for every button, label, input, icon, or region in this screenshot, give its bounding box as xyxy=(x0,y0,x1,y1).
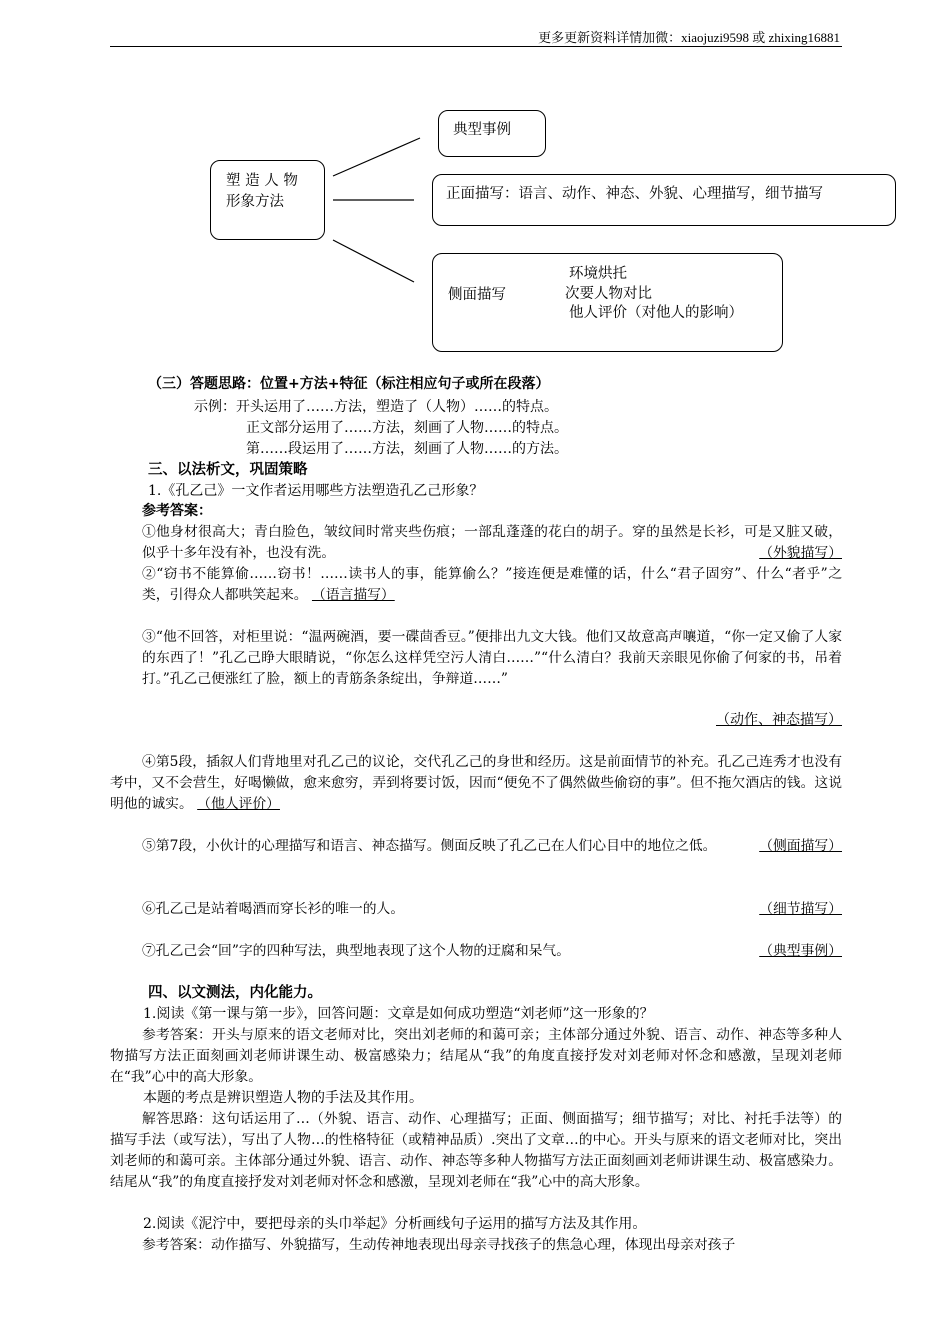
answer-6-text: ⑥孔乙己是站着喝酒而穿长衫的唯一的人。 xyxy=(142,901,405,917)
answer-2 xyxy=(142,564,842,606)
part-4-answer-2 xyxy=(110,1235,842,1256)
answer-7-text: ⑦孔乙己会“回”字的四种写法，典型地表现了这个人物的迂腐和呆气。 xyxy=(142,943,571,959)
section-3-example-1: 示例：开头运用了……方法，塑造了（人物）……的特点。 xyxy=(194,399,558,415)
indirect-item-2: 次要人物对比 xyxy=(565,286,652,302)
answer-6-tag: （细节描写） xyxy=(759,901,842,917)
center-label-line1: 塑 造 人 物 xyxy=(226,173,298,189)
section-3-heading: （三）答题思路：位置+方法+特征（标注相应句子或所在段落） xyxy=(148,376,550,392)
indirect-item-1: 环境烘托 xyxy=(569,266,627,282)
answer-2-text: ②“窃书不能算偷……窃书！……读书人的事，能算偷么？”接连便是难懂的话，什么“君子固穷”、什么“者乎”之类，引得众人都哄笑起来。 xyxy=(142,566,842,603)
part-4-answer-1 xyxy=(110,1025,842,1088)
answer-3 xyxy=(142,627,842,690)
answer-5-tag: （侧面描写） xyxy=(759,838,842,854)
part-3-heading: 三、以法析文，巩固策略 xyxy=(148,462,308,478)
indirect-item-3: 他人评价（对他人的影响） xyxy=(569,305,743,321)
answer-2-tag: （语言描写） xyxy=(311,587,395,603)
direct-description-label: 正面描写：语言、动作、神态、外貌、心理描写，细节描写 xyxy=(446,186,823,202)
answer-3-tag: （动作、神态描写） xyxy=(716,712,842,728)
indirect-description-label: 侧面描写 xyxy=(448,287,506,303)
answer-1-tag: （外貌描写） xyxy=(759,545,842,561)
connector-line-1 xyxy=(333,138,420,176)
typical-example-label: 典型事例 xyxy=(453,122,511,138)
part-4-question-1: 1.阅读《第一课与第一步》，回答问题：文章是如何成功塑造“刘老师”这一形象的？ xyxy=(143,1006,654,1022)
part-4-answer-2-text: 参考答案：动作描写、外貌描写，生动传神地表现出母亲寻找孩子的焦急心理，体现出母亲对孩子 xyxy=(142,1237,736,1253)
part-4-approach-text: 解答思路：这句话运用了…（外貌、语言、动作、心理描写；正面、侧面描写；细节描写；对比、衬托手法等）的描写手法（或写法），写出了人物…的性格特征（或精神品质）.突出了文章…的中心。开头与原来的语文老师对比，突出刘老师的和蔼可亲。主体部分通过外貌、语言、动作、神态等多种人物描写方法正面刻画刘老师讲课生动、极富感染力。结尾从“我”的角度直接抒发对刘老师对怀念和感激，呈现刘老师在“我”心中的高大形象。 xyxy=(110,1111,842,1190)
page-header: 更多更新资料详情加微：xiaojuzi9598 或 zhixing16881 xyxy=(538,30,840,45)
section-3-example-2: 正文部分运用了……方法，刻画了人物……的特点。 xyxy=(246,420,568,436)
answer-4-text: ④第5段，插叙人们背地里对孔乙己的议论，交代孔乙己的身世和经历。这是前面情节的补充。孔乙己连秀才也没有考中，又不会营生，好喝懒做，愈来愈穷，弄到将要讨饭，因而“便免不了偶然做些偷窃的事”。但不拖欠酒店的钱。这说明他的诚实。 xyxy=(110,754,842,812)
part-3-question: 1.《孔乙己》一文作者运用哪些方法塑造孔乙己形象？ xyxy=(148,483,484,499)
section-3-example-3: 第……段运用了……方法，刻画了人物……的方法。 xyxy=(246,441,568,457)
part-4-approach xyxy=(110,1109,842,1193)
answer-5 xyxy=(110,836,842,857)
part-4-answer-1-text: 参考答案：开头与原来的语文老师对比，突出刘老师的和蔼可亲；主体部分通过外貌、语言、动作、神态等多种人物描写方法正面刻画刘老师讲课生动、极富感染力；结尾从“我”的角度直接抒发对刘老师对怀念和感激，呈现刘老师在“我”心中的高大形象。 xyxy=(110,1027,842,1085)
center-label-line2: 形象方法 xyxy=(226,194,284,210)
answer-1-text: ①他身材很高大；青白脸色，皱纹间时常夹些伤痕；一部乱蓬蓬的花白的胡子。穿的虽然是长衫，可是又脏又破，似乎十多年没有补，也没有洗。 xyxy=(142,524,842,561)
answer-3-text: ③“他不回答，对柜里说：“温两碗酒，要一碟茴香豆。”便排出九文大钱。他们又故意高声嚷道，“你一定又偷了人家的东西了！”孔乙己睁大眼睛说，“你怎么这样凭空污人清白……”“什么清白？我前天亲眼见你偷了何家的书，吊着打。”孔乙己便涨红了脸，额上的青筋条条绽出，争辩道……” xyxy=(142,629,842,687)
part-4-heading: 四、以文测法，内化能力。 xyxy=(148,985,322,1001)
answer-label: 参考答案： xyxy=(142,503,212,519)
answer-4 xyxy=(110,752,842,815)
answer-4-tag: （他人评价） xyxy=(197,796,280,812)
connector-line-3 xyxy=(333,240,414,282)
part-4-question-2: 2.阅读《泥泞中，要把母亲的头巾举起》分析画线句子运用的描写方法及其作用。 xyxy=(143,1216,647,1232)
answer-6 xyxy=(142,899,842,920)
answer-1 xyxy=(142,522,842,564)
part-4-note: 本题的考点是辨识塑造人物的手法及其作用。 xyxy=(143,1090,423,1106)
answer-5-text: ⑤第7段，小伙计的心理描写和语言、神态描写。侧面反映了孔乙己在人们心目中的地位之低。 xyxy=(142,838,717,854)
answer-7-tag: （典型事例） xyxy=(759,943,842,959)
answer-7 xyxy=(142,941,842,962)
